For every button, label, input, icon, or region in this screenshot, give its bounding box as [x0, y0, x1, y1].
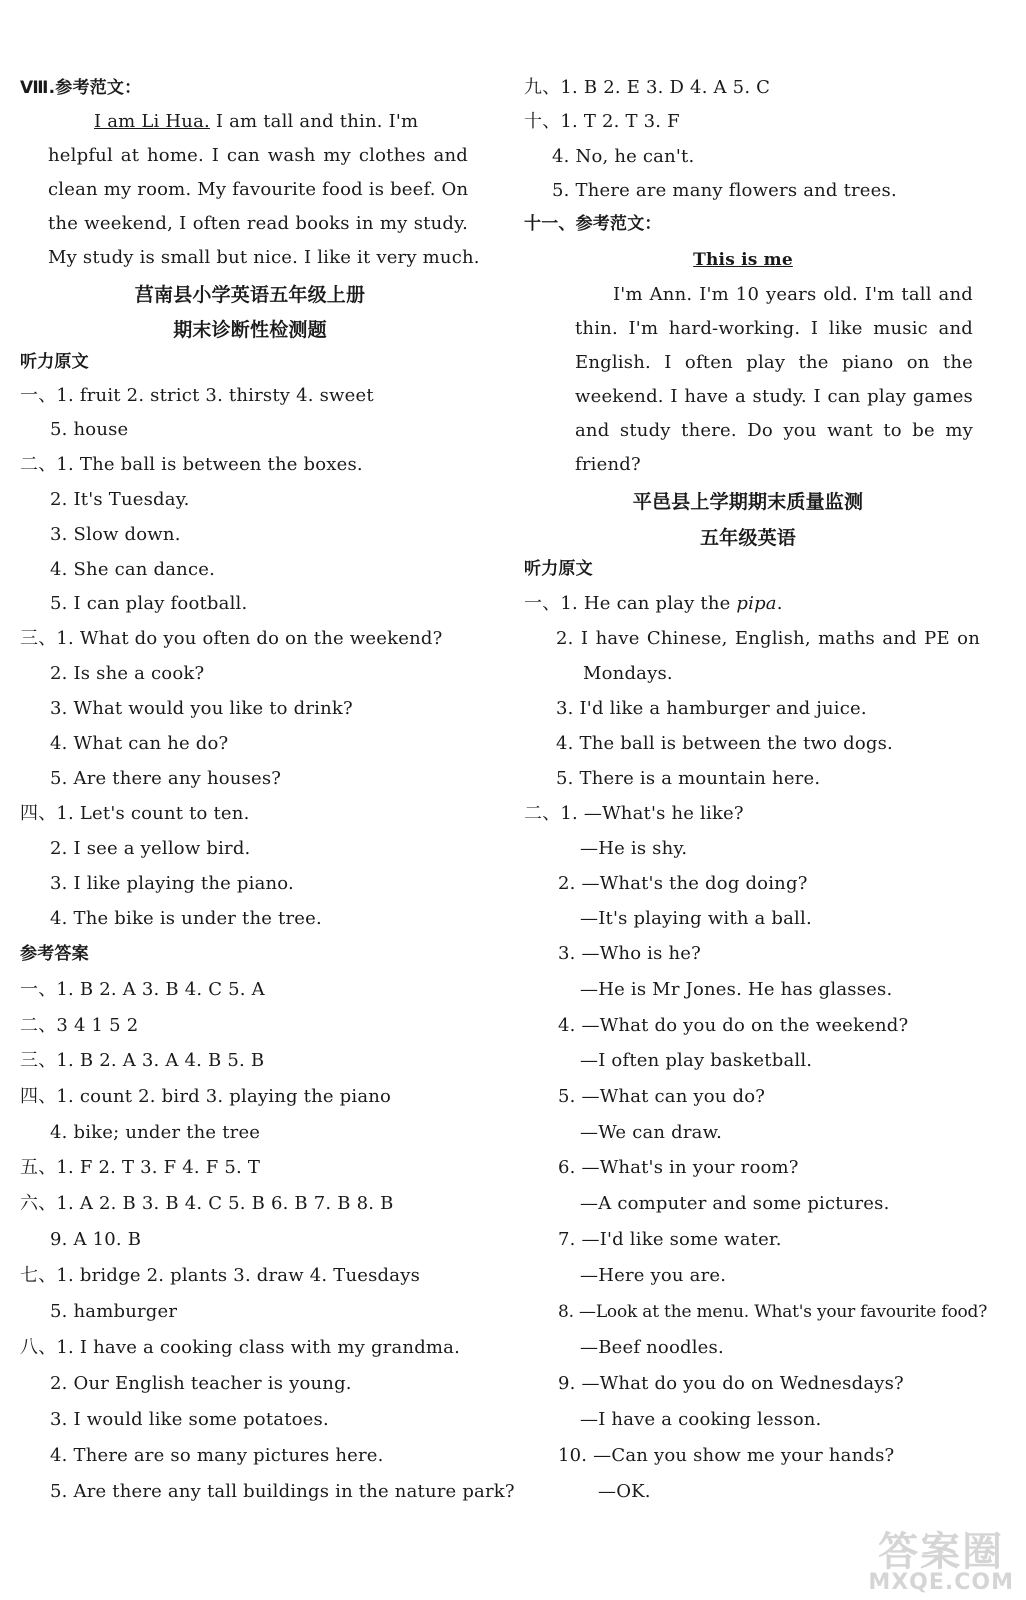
answer-4-line-1: 四、1. count 2. bird 3. playing the piano	[20, 1086, 392, 1107]
answer-1: 一、1. B 2. A 3. B 4. C 5. A	[20, 979, 265, 1000]
l2-a-8: —Beef noodles.	[580, 1337, 724, 1358]
l1-item-4: 4. The ball is between the two dogs.	[556, 733, 893, 754]
listening-heading: 听力原文	[524, 559, 593, 579]
s1-line-1: 一、1. fruit 2. strict 3. thirsty 4. sweet	[20, 385, 374, 406]
exam-title-2: 期末诊断性检测题	[173, 319, 327, 341]
watermark-logo-text: 答案圈	[878, 1529, 1005, 1575]
s4-item-3: 3. I like playing the piano.	[50, 873, 294, 894]
answer-7-line-1: 七、1. bridge 2. plants 3. draw 4. Tuesdays	[20, 1265, 421, 1286]
answer-10-item-4: 4. No, he can't.	[552, 146, 695, 167]
s3-item-2: 2. Is she a cook?	[50, 663, 205, 684]
l2-q-9: 9. —What do you do on Wednesdays?	[558, 1373, 904, 1394]
l1-item-2-line-2: Mondays.	[583, 663, 673, 684]
l1-item-5: 5. There is a mountain here.	[556, 768, 821, 789]
l2-a-6: —A computer and some pictures.	[580, 1193, 890, 1214]
essay-line-5: and study there. Do you want to be my	[575, 420, 973, 441]
answer-9: 九、1. B 2. E 3. D 4. A 5. C	[524, 77, 771, 98]
s3-item-3: 3. What would you like to drink?	[50, 698, 353, 719]
answers-heading: 参考答案	[20, 944, 89, 964]
l2-q-6: 6. —What's in your room?	[558, 1157, 799, 1178]
l2-q-5: 5. —What can you do?	[558, 1086, 766, 1107]
l1-item-1-text: 一、1. He can play the	[524, 593, 737, 614]
s3-item-5: 5. Are there any houses?	[50, 768, 282, 789]
s1-line-2: 5. house	[50, 419, 129, 440]
answer-11-heading: 十一、参考范文：	[524, 214, 662, 234]
answer-8-item-5: 5. Are there any tall buildings in the nature park?	[50, 1481, 515, 1502]
essay-line-1: I'm Ann. I'm 10 years old. I'm tall and	[613, 284, 973, 305]
answer-4-line-2: 4. bike; under the tree	[50, 1122, 261, 1143]
essay-line-2: helpful at home. I can wash my clothes and	[48, 145, 468, 166]
answer-5: 五、1. F 2. T 3. F 4. F 5. T	[20, 1157, 261, 1178]
l2-a-9: —I have a cooking lesson.	[580, 1409, 822, 1430]
s2-item-4: 4. She can dance.	[50, 559, 216, 580]
essay-heading: Ⅷ.参考范文：	[20, 78, 142, 98]
l2-a-7: —Here you are.	[580, 1265, 727, 1286]
answer-8-item-4: 4. There are so many pictures here.	[50, 1445, 384, 1466]
l2-q-7: 7. —I'd like some water.	[558, 1229, 782, 1250]
answer-6-line-2: 9. A 10. B	[50, 1229, 142, 1250]
answer-7-line-2: 5. hamburger	[50, 1301, 178, 1322]
l1-item-2-line-1: 2. I have Chinese, English, maths and PE on	[556, 628, 980, 649]
essay-line-3: clean my room. My favourite food is beef. On	[48, 179, 469, 200]
answer-8-item-2: 2. Our English teacher is young.	[50, 1373, 352, 1394]
essay-title: This is me	[693, 250, 793, 270]
answer-6-line-1: 六、1. A 2. B 3. B 4. C 5. B 6. B 7. B 8. B	[20, 1193, 394, 1214]
l1-item-3: 3. I'd like a hamburger and juice.	[556, 698, 867, 719]
answer-10-line-1: 十、1. T 2. T 3. F	[524, 111, 680, 132]
essay-line-5: My study is small but nice. I like it very much.	[48, 247, 480, 268]
s3-item-4: 4. What can he do?	[50, 733, 229, 754]
s2-item-1: 二、1. The ball is between the boxes.	[20, 454, 363, 475]
exam-title-1: 莒南县小学英语五年级上册	[134, 284, 366, 306]
essay-line-2: thin. I'm hard-working. I like music and	[575, 318, 973, 339]
l2-a-5: —We can draw.	[580, 1122, 722, 1143]
s2-item-5: 5. I can play football.	[50, 593, 248, 614]
l2-a-4: —I often play basketball.	[580, 1050, 813, 1071]
essay-line-6: friend?	[575, 454, 641, 475]
s3-item-1: 三、1. What do you often do on the weekend?	[20, 628, 443, 649]
l2-a-1: —He is shy.	[580, 838, 688, 859]
l2-q-3: 3. —Who is he?	[558, 943, 701, 964]
l2-a-2: —It's playing with a ball.	[580, 908, 812, 929]
s2-item-2: 2. It's Tuesday.	[50, 489, 190, 510]
answer-8-item-1: 八、1. I have a cooking class with my grandma.	[20, 1337, 461, 1358]
answer-3: 三、1. B 2. A 3. A 4. B 5. B	[20, 1050, 265, 1071]
l2-q-4: 4. —What do you do on the weekend?	[558, 1015, 909, 1036]
s2-item-3: 3. Slow down.	[50, 524, 181, 545]
essay-line-4: weekend. I have a study. I can play games	[575, 386, 973, 407]
l2-q-2: 2. —What's the dog doing?	[558, 873, 808, 894]
l1-item-1-italic: pipa	[736, 593, 777, 614]
l2-a-3: —He is Mr Jones. He has glasses.	[580, 979, 893, 1000]
exam-title-2: 五年级英语	[699, 527, 796, 549]
essay-line-1-rest: I am tall and thin. I'm	[209, 111, 419, 132]
l2-q-1: 二、1. —What's he like?	[524, 803, 744, 824]
s4-item-1: 四、1. Let's count to ten.	[20, 803, 250, 824]
l2-q-10: 10. —Can you show me your hands?	[558, 1445, 895, 1466]
answer-10-item-5: 5. There are many flowers and trees.	[552, 180, 897, 201]
s4-item-4: 4. The bike is under the tree.	[50, 908, 322, 929]
watermark-url: MXQE.COM	[868, 1570, 1014, 1595]
answer-8-item-3: 3. I would like some potatoes.	[50, 1409, 329, 1430]
essay-line-1	[94, 110, 418, 134]
exam-title-1: 平邑县上学期期末质量监测	[632, 491, 864, 513]
essay-name-underlined: I am Li Hua.	[94, 111, 210, 132]
l2-a-10: —OK.	[598, 1481, 651, 1502]
l2-q-8: 8. —Look at the menu. What's your favourite food?	[558, 1302, 988, 1322]
s4-item-2: 2. I see a yellow bird.	[50, 838, 251, 859]
listening-heading: 听力原文	[20, 352, 89, 372]
l1-item-1	[524, 592, 783, 616]
answer-2: 二、3 4 1 5 2	[20, 1015, 139, 1036]
watermark	[868, 1529, 1014, 1595]
l1-item-1-end: .	[776, 593, 783, 614]
essay-line-3: English. I often play the piano on the	[575, 352, 973, 373]
essay-line-4: the weekend, I often read books in my study.	[48, 213, 468, 234]
